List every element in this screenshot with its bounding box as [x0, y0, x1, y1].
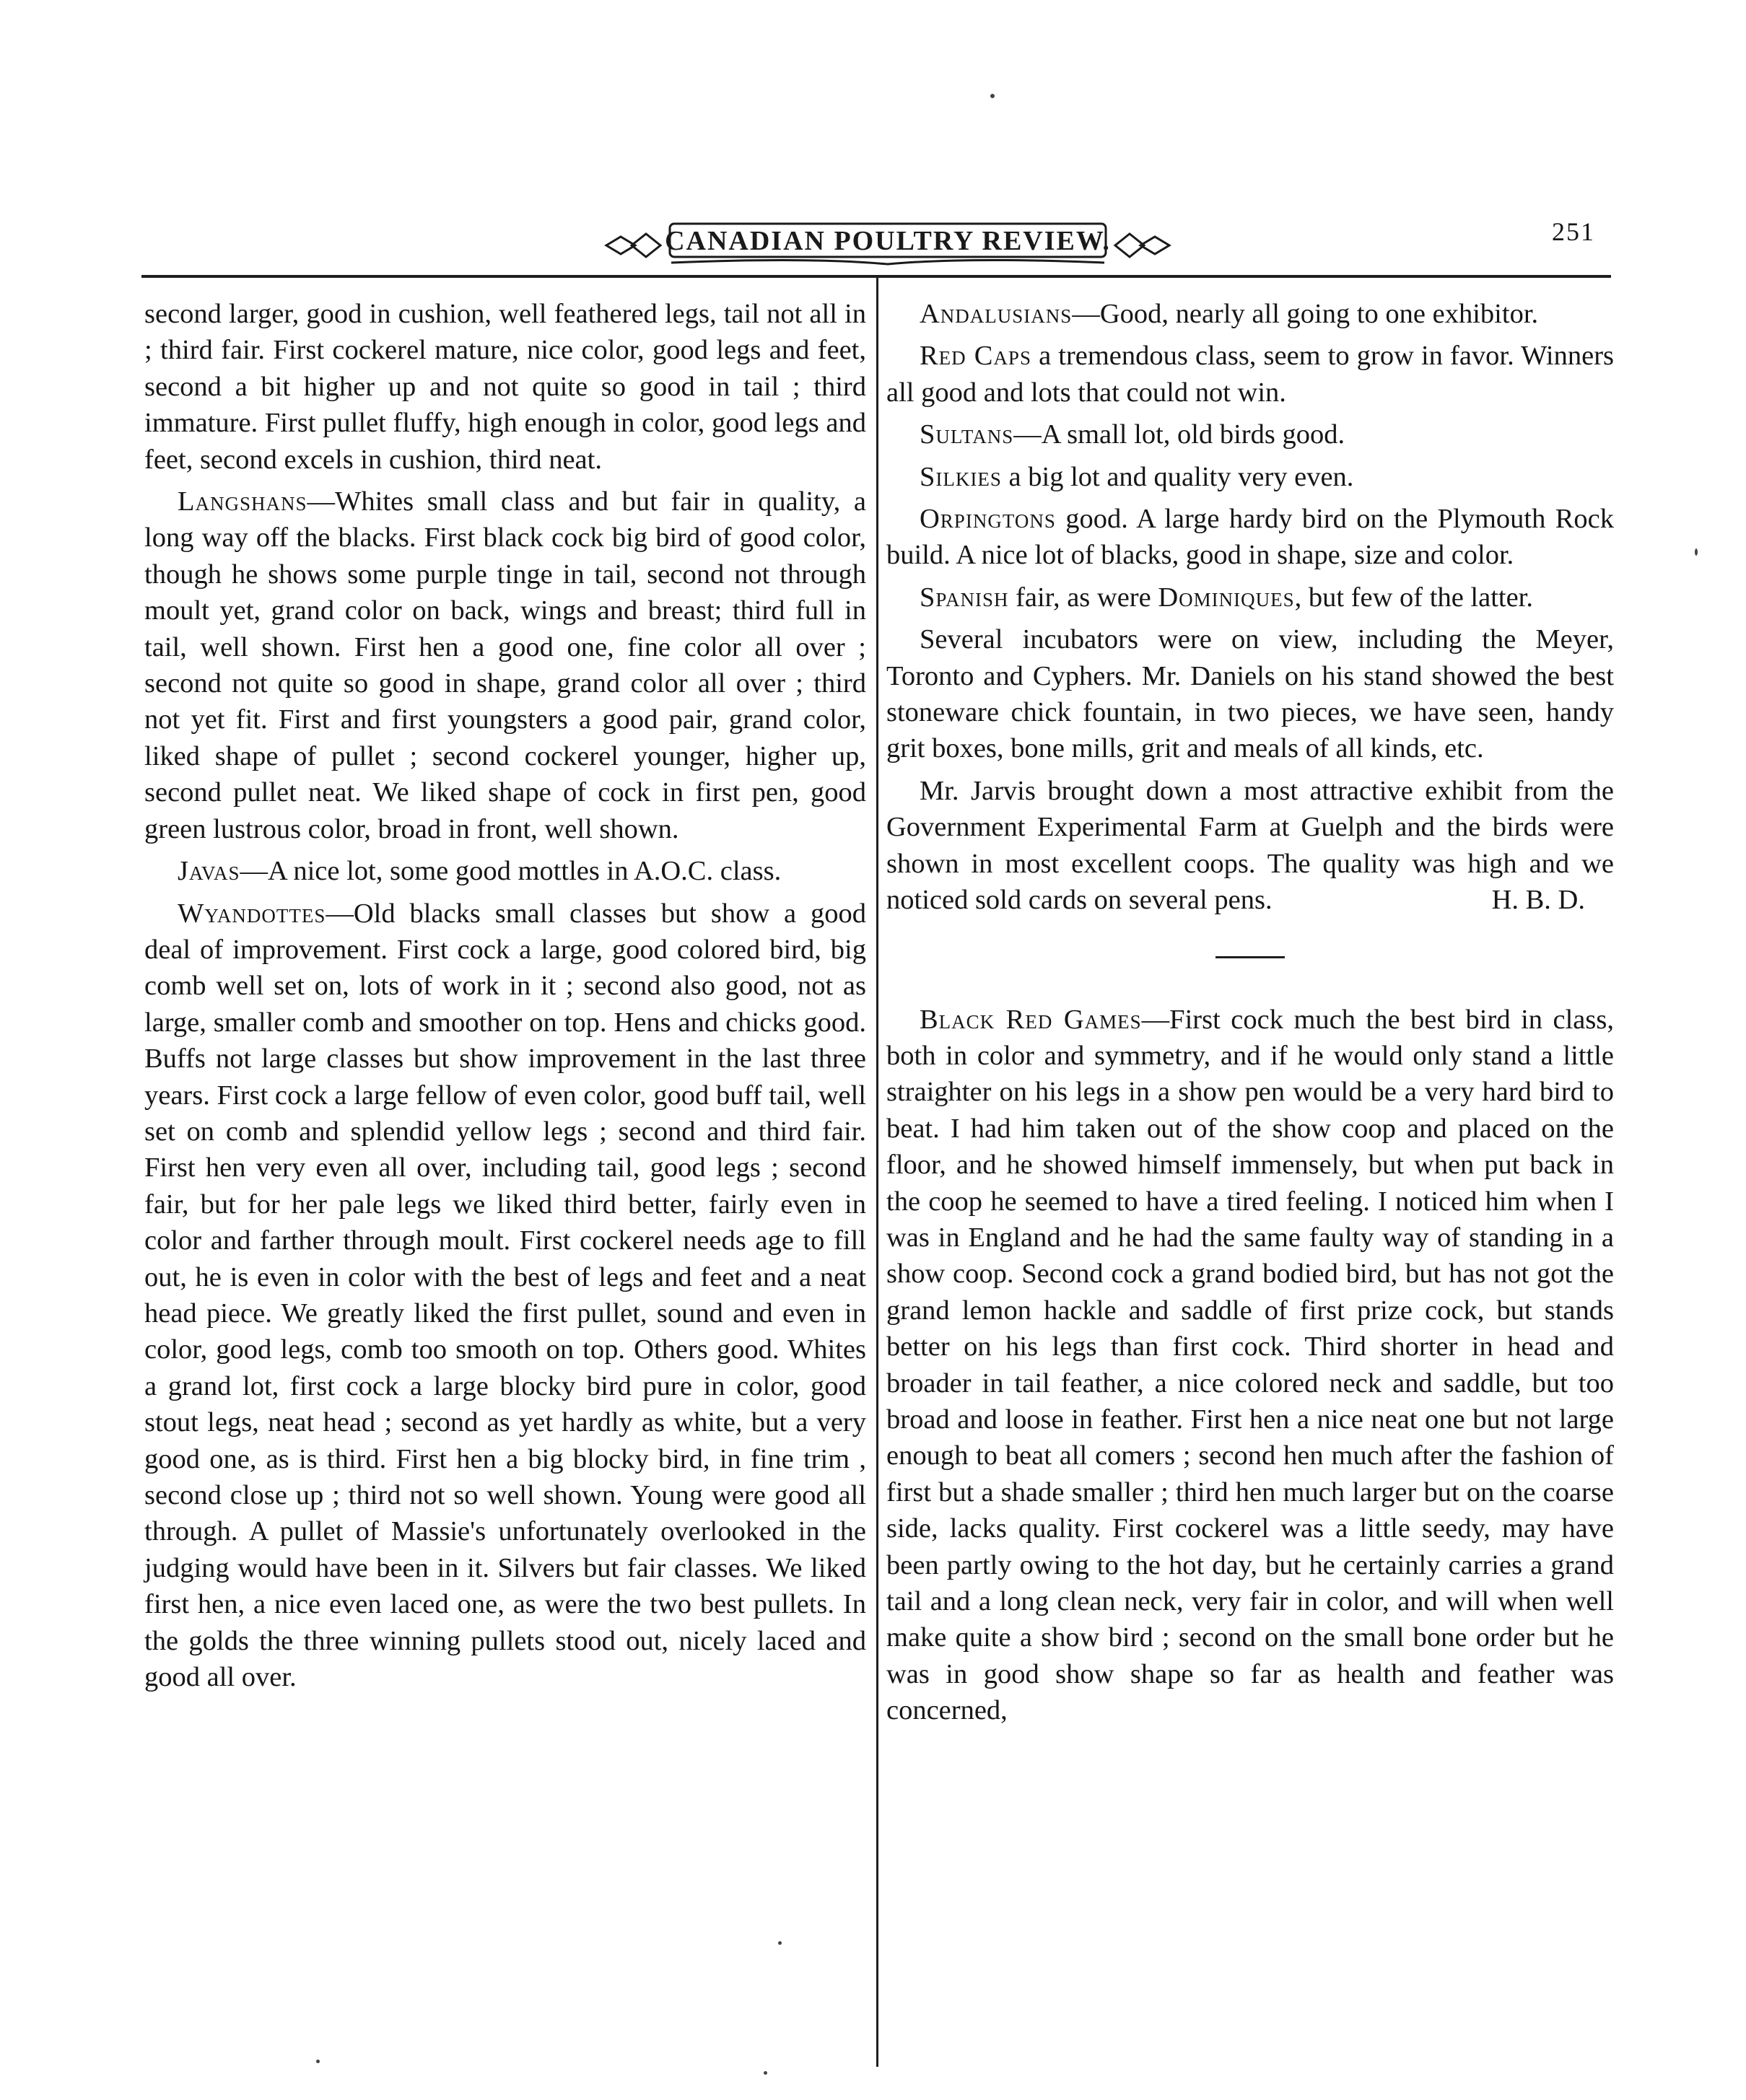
column-rule	[876, 277, 878, 2067]
left-column	[144, 296, 866, 1695]
silkies-heading: Silkies	[920, 461, 1002, 492]
redcaps-heading: Red Caps	[920, 341, 1031, 372]
paragraph-sultans	[886, 416, 1614, 452]
section-separator	[1215, 956, 1285, 958]
paragraph-langshans	[144, 484, 866, 847]
orpingtons-text: good. A large hardy bird on the Plymouth Rock build. A nice lot of blacks, good in shape, size and color.	[886, 504, 1614, 571]
right-column	[886, 296, 1614, 1729]
paragraph-incubators: Several incubators were on view, including the Meyer, Toronto and Cyphers. Mr. Daniels on his stand showed the best stoneware chick fountain, in two pieces, we have seen, handy grit boxes, bone mills, grit and meals of all kinds, etc.	[886, 624, 1614, 764]
orpingtons-heading: Orpingtons	[920, 504, 1056, 535]
paragraph-silkies	[886, 459, 1614, 495]
dominiques-heading: Dominiques	[1158, 582, 1295, 613]
paragraph-black-red-games	[886, 1002, 1614, 1729]
print-speck	[316, 2060, 320, 2063]
paragraph-spanish	[886, 579, 1614, 616]
spanish-tail-text: , but few of the latter.	[1294, 582, 1533, 613]
langshans-heading: Langshans	[178, 486, 307, 517]
paragraph-orpingtons	[886, 501, 1614, 574]
page-number: 251	[1552, 217, 1595, 246]
andalusians-heading: Andalusians	[920, 299, 1073, 329]
sultans-heading: Sultans	[920, 419, 1014, 450]
games-text: —First cock much the best bird in class, both in color and symmetry, and if he would only stand a little straighter on his legs in a show pen would be a very hard bird to beat. I had him taken out of the show coop and placed on the floor, and he showed himself immensely, but when put back in the coop he seemed to have a tired feeling. I noticed him when I was in England and he had the same faulty way of standing in a show coop. Second cock a grand bodied bird, but has not got the grand lemon hackle and saddle of first prize cock, but stands better on his legs than first cock. Third shorter in head and broader in tail feather, a nice colored neck and saddle, but too broad and loose in feather. First hen a nice neat one but not large enough to beat all comers ; second hen much after the fashion of first but a shade smaller ; third hen much larger but on the coarse side, lacks quality. First cockerel was a little seedy, may have been partly owing to the hot day, but he certainly carries a grand tail and a long clean neck, very fair in color, and will when well make quite a show bird ; second on the small bone order but he was in good show shape so far as health and feather was concerned,	[886, 1004, 1614, 1726]
redcaps-text: a tremendous class, seem to grow in favor. Winners all good and lots that could not win.	[886, 341, 1615, 408]
masthead-ornament	[592, 216, 1184, 274]
jarvis-text: Mr. Jarvis brought down a most attractive exhibit from the Government Experimental Farm at Guelph and the birds were shown in most excellent coops. The quality was high and we noticed sold cards on several pens.	[886, 775, 1614, 916]
spanish-text: fair, as were	[1008, 582, 1158, 613]
paragraph-jarvis	[886, 773, 1614, 919]
wyandottes-text: —Old blacks small classes but show a good deal of improvement. First cock a large, good colored bird, big comb well set on, lots of work in it ; second also good, not as large, smaller comb and smoother on top. Hens and chicks good. Buffs not large classes but show improvement in the last three years. First cock a large fellow of even color, good buff tail, well set on comb and splendid yellow legs ; second and third fair. First hen very even all over, including tail, good legs ; second fair, but for her pale legs we liked third better, fairly even in color and farther through moult. First cockerel needs age to fill out, he is even in color with the best of legs and feet and a neat head piece. We greatly liked the first pullet, sound and even in color, good legs, comb too smooth on top. Others good. Whites a grand lot, first cock a large blocky bird pure in color, good stout legs, neat head ; second as yet hardly as white, but a very good one, as is third. First hen a big blocky bird, in fine trim , second close up ; third not so well shown. Young were good all through. A pullet of Massie's unfortunately overlooked in the judging would have been in it. Silvers but fair classes. We liked first hen, a nice even laced one, as were the two best pullets. In the golds the three winning pullets stood out, nicely laced and good all over.	[144, 898, 866, 1693]
wyandottes-heading: Wyandottes	[178, 898, 326, 929]
print-speck	[1695, 548, 1698, 556]
spanish-heading: Spanish	[920, 582, 1009, 613]
langshans-text: —Whites small class and but fair in quality, a long way off the blacks. First black cock big bird of good color, though he shows some purple tinge in tail, second not through moult yet, grand color on back, wings and breast; third full in tail, well shown. First hen a good one, fine color all over ; second not quite so good in shape, grand color all over ; third not yet fit. First and first youngsters a good pair, grand color, liked shape of pullet ; second cockerel younger, higher up, second pullet neat. We liked shape of cock in first pen, good green lustrous color, broad in front, well shown.	[144, 486, 866, 844]
paragraph-javas	[144, 853, 866, 889]
print-speck	[778, 1941, 782, 1945]
sultans-text: —A small lot, old birds good.	[1013, 419, 1345, 450]
signature: H. B. D.	[1491, 885, 1585, 916]
masthead	[592, 216, 1184, 274]
paragraph-wyandottes	[144, 896, 866, 1696]
silkies-text: a big lot and quality very even.	[1001, 461, 1354, 492]
paragraph-redcaps	[886, 338, 1614, 411]
paragraph-continued: second larger, good in cushion, well feathered legs, tail not all in ; third fair. First cockerel mature, nice color, good legs and feet, second a bit higher up and not quite so good in tail ; third immature. First pullet fluffy, high enough in color, good legs and feet, second excels in cushion, third neat.	[144, 299, 866, 475]
javas-heading: Javas	[178, 856, 240, 887]
andalusians-text: —Good, nearly all going to one exhibitor.	[1072, 299, 1539, 329]
games-heading: Black Red Games	[920, 1004, 1142, 1035]
javas-text: —A nice lot, some good mottles in A.O.C. class.	[240, 856, 782, 887]
print-speck	[764, 2071, 767, 2075]
print-speck	[990, 94, 995, 98]
paragraph-andalusians	[886, 296, 1614, 332]
masthead-title: CANADIAN POULTRY REVIEW.	[665, 226, 1111, 256]
